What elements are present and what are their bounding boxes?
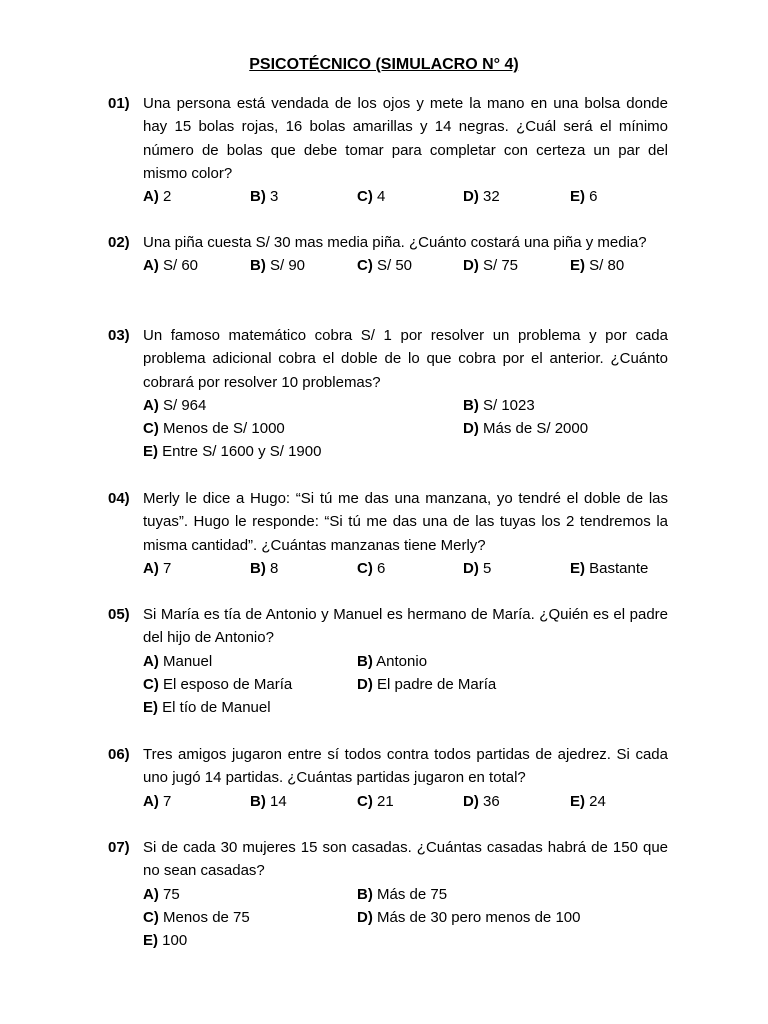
question-text: Merly le dice a Hugo: “Si tú me das una manzana, yo tendré el doble de las tuyas”. Hugo le responde: “Si tú me das una de las tuyas los 2 tendremos la misma cantidad”. ¿Cuántas manzanas tiene Merly? xyxy=(143,490,668,554)
option-value: 75 xyxy=(163,885,180,903)
option-letter: D) xyxy=(463,792,479,810)
option-e xyxy=(570,557,648,580)
option-e xyxy=(143,696,271,719)
options-row xyxy=(143,929,668,952)
option-letter: B) xyxy=(250,559,266,577)
option-c xyxy=(143,906,250,929)
options-row xyxy=(143,650,668,673)
option-letter: C) xyxy=(357,257,373,275)
option-value: 32 xyxy=(483,188,500,206)
option-letter: E) xyxy=(570,257,585,275)
option-a xyxy=(143,790,171,813)
option-c xyxy=(357,185,385,208)
option-value: S/ 90 xyxy=(270,257,306,275)
question-number: 01) xyxy=(108,95,130,112)
page-title: PSICOTÉCNICO (SIMULACRO N° 4) xyxy=(249,56,519,73)
options-row xyxy=(143,696,668,719)
option-value: 6 xyxy=(589,188,598,206)
option-b xyxy=(357,650,427,673)
option-letter: C) xyxy=(143,675,159,693)
option-c xyxy=(357,790,394,813)
question-text: Una piña cuesta S/ 30 mas media piña. ¿Cuánto costará una piña y media? xyxy=(143,234,647,251)
option-letter: E) xyxy=(570,188,585,206)
option-e xyxy=(570,790,606,813)
option-letter: B) xyxy=(357,885,373,903)
option-letter: D) xyxy=(357,908,373,926)
option-value: Más de S/ 2000 xyxy=(483,420,589,438)
question-number: 03) xyxy=(108,327,130,344)
option-d xyxy=(463,417,588,440)
option-value: 4 xyxy=(377,188,386,206)
question-text: Tres amigos jugaron entre sí todos contra todos partidas de ajedrez. Si cada uno jugó 14 partidas. ¿Cuántas partidas jugaron en total? xyxy=(143,746,668,787)
option-e xyxy=(143,440,321,463)
option-letter: D) xyxy=(463,559,479,577)
question-number: 05) xyxy=(108,606,130,623)
options-row xyxy=(143,440,668,463)
option-c xyxy=(357,254,412,277)
options-row xyxy=(143,417,668,440)
option-value: 3 xyxy=(270,188,279,206)
option-value: 8 xyxy=(270,559,279,577)
option-letter: D) xyxy=(357,675,373,693)
option-b xyxy=(250,254,305,277)
option-value: Manuel xyxy=(163,652,213,670)
option-letter: A) xyxy=(143,396,159,414)
option-value: S/ 60 xyxy=(163,257,199,275)
options-row xyxy=(143,557,668,580)
options-row xyxy=(143,254,668,277)
option-value: 2 xyxy=(163,188,172,206)
question-number: 06) xyxy=(108,746,130,763)
question-05 xyxy=(108,603,668,719)
option-letter: E) xyxy=(570,559,585,577)
question-text: Si de cada 30 mujeres 15 son casadas. ¿Cuántas casadas habrá de 150 que no sean casadas? xyxy=(143,839,668,880)
option-value: Bastante xyxy=(589,559,649,577)
option-value: 6 xyxy=(377,559,386,577)
option-d xyxy=(357,906,580,929)
option-e xyxy=(143,929,187,952)
option-c xyxy=(357,557,385,580)
option-letter: E) xyxy=(570,792,585,810)
option-letter: C) xyxy=(357,559,373,577)
question-text: Si María es tía de Antonio y Manuel es hermano de María. ¿Quién es el padre del hijo de Antonio? xyxy=(143,606,668,647)
option-letter: A) xyxy=(143,188,159,206)
question-03 xyxy=(108,324,668,464)
option-letter: D) xyxy=(463,257,479,275)
options-row xyxy=(143,185,668,208)
options-row xyxy=(143,883,668,906)
option-value: S/ 80 xyxy=(589,257,625,275)
option-a xyxy=(143,185,171,208)
option-b xyxy=(357,883,447,906)
option-value: Más de 75 xyxy=(377,885,448,903)
option-letter: B) xyxy=(463,396,479,414)
option-value: El tío de Manuel xyxy=(162,699,271,717)
option-value: 14 xyxy=(270,792,287,810)
option-c xyxy=(143,417,285,440)
option-value: Menos de 75 xyxy=(163,908,250,926)
options-row xyxy=(143,394,668,417)
option-a xyxy=(143,254,198,277)
option-value: Antonio xyxy=(376,652,428,670)
option-a xyxy=(143,394,206,417)
option-value: Menos de S/ 1000 xyxy=(163,420,285,438)
option-d xyxy=(463,185,500,208)
option-value: 100 xyxy=(162,932,188,950)
option-d xyxy=(463,254,518,277)
option-d xyxy=(357,673,496,696)
option-e xyxy=(570,254,624,277)
question-number: 07) xyxy=(108,839,130,856)
option-value: S/ 50 xyxy=(377,257,413,275)
question-text: Un famoso matemático cobra S/ 1 por resolver un problema y por cada problema adicional cobra el doble de lo que cobra por el anterior. ¿Cuánto cobrará por resolver 10 problemas? xyxy=(143,327,668,391)
option-letter: E) xyxy=(143,443,158,461)
question-01 xyxy=(108,92,668,208)
option-value: Más de 30 pero menos de 100 xyxy=(377,908,581,926)
option-letter: D) xyxy=(463,188,479,206)
option-letter: C) xyxy=(143,420,159,438)
option-b xyxy=(250,185,278,208)
option-value: S/ 75 xyxy=(483,257,519,275)
option-a xyxy=(143,650,212,673)
option-b xyxy=(250,557,278,580)
question-text: Una persona está vendada de los ojos y mete la mano en una bolsa donde hay 15 bolas rojas, 16 bolas amarillas y 14 negras. ¿Cuál será el mínimo número de bolas que debe tomar para completar con certeza un par del mismo color? xyxy=(143,95,668,182)
question-04 xyxy=(108,487,668,580)
option-letter: A) xyxy=(143,652,159,670)
option-b xyxy=(463,394,535,417)
option-letter: C) xyxy=(357,188,373,206)
option-letter: B) xyxy=(250,792,266,810)
option-letter: B) xyxy=(357,652,373,670)
option-c xyxy=(143,673,292,696)
option-value: 36 xyxy=(483,792,500,810)
question-06 xyxy=(108,743,668,813)
options-row xyxy=(143,673,668,696)
option-letter: A) xyxy=(143,792,159,810)
option-d xyxy=(463,790,500,813)
option-value: 21 xyxy=(377,792,394,810)
options-row xyxy=(143,906,668,929)
option-value: S/ 1023 xyxy=(483,396,535,414)
option-letter: E) xyxy=(143,932,158,950)
option-a xyxy=(143,883,180,906)
option-value: Entre S/ 1600 y S/ 1900 xyxy=(162,443,322,461)
option-letter: A) xyxy=(143,885,159,903)
option-letter: D) xyxy=(463,420,479,438)
option-letter: A) xyxy=(143,559,159,577)
option-value: 5 xyxy=(483,559,492,577)
option-letter: C) xyxy=(143,908,159,926)
option-b xyxy=(250,790,287,813)
question-02 xyxy=(108,231,668,278)
option-e xyxy=(570,185,598,208)
option-letter: A) xyxy=(143,257,159,275)
option-letter: E) xyxy=(143,699,158,717)
question-number: 04) xyxy=(108,490,130,507)
option-value: 7 xyxy=(163,792,172,810)
question-07 xyxy=(108,836,668,952)
question-number: 02) xyxy=(108,234,130,251)
option-letter: B) xyxy=(250,188,266,206)
option-d xyxy=(463,557,491,580)
option-letter: B) xyxy=(250,257,266,275)
option-a xyxy=(143,557,171,580)
option-letter: C) xyxy=(357,792,373,810)
option-value: S/ 964 xyxy=(163,396,207,414)
option-value: El padre de María xyxy=(377,675,497,693)
option-value: 7 xyxy=(163,559,172,577)
option-value: El esposo de María xyxy=(163,675,293,693)
option-value: 24 xyxy=(589,792,606,810)
options-row xyxy=(143,790,668,813)
